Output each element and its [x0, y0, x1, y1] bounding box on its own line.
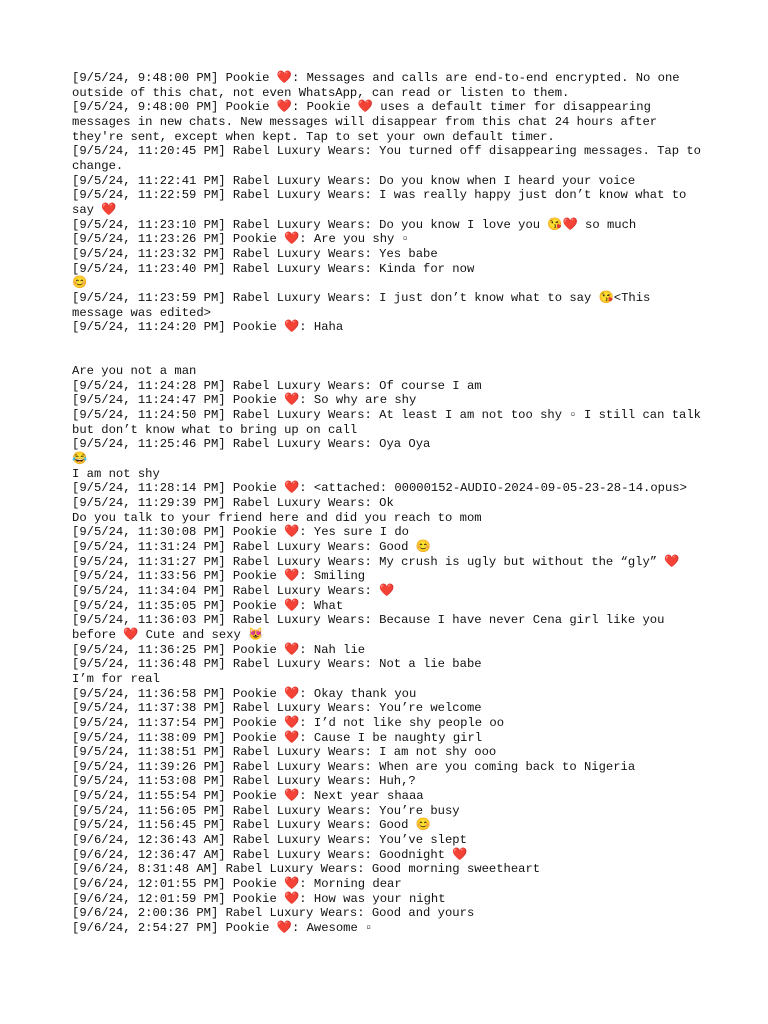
transcript-line: [9/5/24, 11:55:54 PM] Pookie ❤️: Next year shaaa — [72, 789, 424, 804]
transcript-line: [9/6/24, 12:36:43 AM] Rabel Luxury Wears: You’ve slept — [72, 833, 467, 848]
transcript-line: [9/5/24, 11:36:48 PM] Rabel Luxury Wears: Not a lie babe — [72, 657, 482, 672]
transcript-line: [9/5/24, 11:56:05 PM] Rabel Luxury Wears: You’re busy — [72, 803, 460, 818]
transcript-line: [9/5/24, 11:38:51 PM] Rabel Luxury Wears: I am not shy ooo — [72, 745, 497, 760]
transcript-line: [9/6/24, 12:01:59 PM] Pookie ❤️: How was your night — [72, 891, 446, 906]
transcript-line: [9/5/24, 11:31:27 PM] Rabel Luxury Wears: My crush is ugly but without the “gly” ❤️ — [72, 554, 680, 569]
transcript-line: [9/5/24, 11:38:09 PM] Pookie ❤️: Cause I be naughty girl — [72, 730, 483, 745]
blank-line — [72, 335, 702, 350]
transcript-line: 😊 — [72, 276, 88, 291]
transcript-line: [9/5/24, 11:39:26 PM] Rabel Luxury Wears: When are you coming back to Nigeria — [72, 759, 636, 774]
blank-line — [72, 349, 702, 364]
transcript-line: [9/5/24, 11:36:03 PM] Rabel Luxury Wears: Because I have never Cena girl like you before ❤️ Cute and sexy 😻 — [72, 613, 672, 642]
transcript-line: [9/5/24, 11:35:05 PM] Pookie ❤️: What — [72, 598, 344, 613]
transcript-line: [9/5/24, 11:24:28 PM] Rabel Luxury Wears: Of course I am — [72, 378, 482, 393]
transcript-line: [9/5/24, 11:24:20 PM] Pookie ❤️: Haha — [72, 320, 344, 335]
transcript-line: 😂 — [72, 452, 88, 467]
transcript-line: [9/6/24, 12:01:55 PM] Pookie ❤️: Morning dear — [72, 877, 402, 892]
transcript-line: [9/5/24, 11:56:45 PM] Rabel Luxury Wears: Good 😊 — [72, 818, 431, 833]
chat-transcript — [72, 71, 709, 936]
transcript-line: [9/6/24, 2:00:36 PM] Rabel Luxury Wears: Good and yours — [72, 906, 475, 921]
transcript-line: [9/5/24, 11:23:10 PM] Rabel Luxury Wears: Do you know I love you 😘❤️ so much — [72, 217, 637, 232]
transcript-line: [9/5/24, 11:23:32 PM] Rabel Luxury Wears: Yes babe — [72, 246, 438, 261]
transcript-line: I am not shy — [72, 466, 160, 481]
transcript-line: Are you not a man — [72, 364, 197, 379]
transcript-line: [9/5/24, 11:53:08 PM] Rabel Luxury Wears: Huh,? — [72, 774, 416, 789]
transcript-line: [9/5/24, 11:22:59 PM] Rabel Luxury Wears: I was really happy just don’t know what to say ❤️ — [72, 188, 694, 217]
transcript-line: [9/5/24, 11:28:14 PM] Pookie ❤️: <attached: 00000152-AUDIO-2024-09-05-23-28-14.opus> — [72, 481, 687, 496]
transcript-line: [9/6/24, 2:54:27 PM] Pookie ❤️: Awesome ▫ — [72, 921, 373, 936]
transcript-line: [9/5/24, 11:30:08 PM] Pookie ❤️: Yes sure I do — [72, 525, 409, 540]
transcript-line: [9/5/24, 11:36:25 PM] Pookie ❤️: Nah lie — [72, 642, 366, 657]
transcript-line: [9/5/24, 11:31:24 PM] Rabel Luxury Wears: Good 😊 — [72, 539, 431, 554]
transcript-line: [9/5/24, 11:36:58 PM] Pookie ❤️: Okay thank you — [72, 686, 417, 701]
transcript-line: [9/5/24, 11:20:45 PM] Rabel Luxury Wears: You turned off disappearing messages. Tap to change. — [72, 144, 709, 173]
transcript-line: [9/5/24, 11:23:59 PM] Rabel Luxury Wears: I just don’t know what to say 😘<This message was edited> — [72, 290, 658, 320]
transcript-line: [9/5/24, 11:37:38 PM] Rabel Luxury Wears: You’re welcome — [72, 701, 482, 716]
transcript-line: [9/5/24, 9:48:00 PM] Pookie ❤️: Messages and calls are end-to-end encrypted. No one outside of this chat, not even WhatsApp, can read or listen to them. — [72, 71, 687, 100]
transcript-line: [9/5/24, 11:24:47 PM] Pookie ❤️: So why are shy — [72, 393, 417, 408]
transcript-line: Do you talk to your friend here and did you reach to mom — [72, 510, 482, 525]
transcript-line: I’m for real — [72, 671, 160, 686]
transcript-line: [9/5/24, 11:23:26 PM] Pookie ❤️: Are you shy ▫ — [72, 232, 409, 247]
transcript-line: [9/5/24, 11:29:39 PM] Rabel Luxury Wears: Ok — [72, 496, 394, 510]
transcript-line: [9/5/24, 11:22:41 PM] Rabel Luxury Wears: Do you know when I heard your voice — [72, 173, 636, 188]
transcript-line: [9/6/24, 12:36:47 AM] Rabel Luxury Wears: Goodnight ❤️ — [72, 847, 468, 862]
transcript-line: [9/5/24, 11:37:54 PM] Pookie ❤️: I’d not like shy people oo — [72, 715, 505, 730]
transcript-line: [9/5/24, 11:23:40 PM] Rabel Luxury Wears: Kinda for now — [72, 261, 475, 276]
transcript-line: [9/5/24, 11:33:56 PM] Pookie ❤️: Smiling — [72, 569, 366, 584]
transcript-line: [9/5/24, 11:25:46 PM] Rabel Luxury Wears: Oya Oya — [72, 437, 431, 452]
transcript-line: [9/5/24, 11:34:04 PM] Rabel Luxury Wears: ❤️ — [72, 583, 395, 598]
transcript-line: [9/5/24, 9:48:00 PM] Pookie ❤️: Pookie ❤️ uses a default timer for disappearing messages in new chats. New messages will disappear from this chat 24 hours after they're sent, except when kept. Tap to set your own default timer. — [72, 100, 665, 144]
transcript-line: [9/5/24, 11:24:50 PM] Rabel Luxury Wears: At least I am not too shy ▫ I still can talk but don’t know what to bring up on call — [72, 408, 709, 437]
transcript-line: [9/6/24, 8:31:48 AM] Rabel Luxury Wears: Good morning sweetheart — [72, 862, 541, 877]
